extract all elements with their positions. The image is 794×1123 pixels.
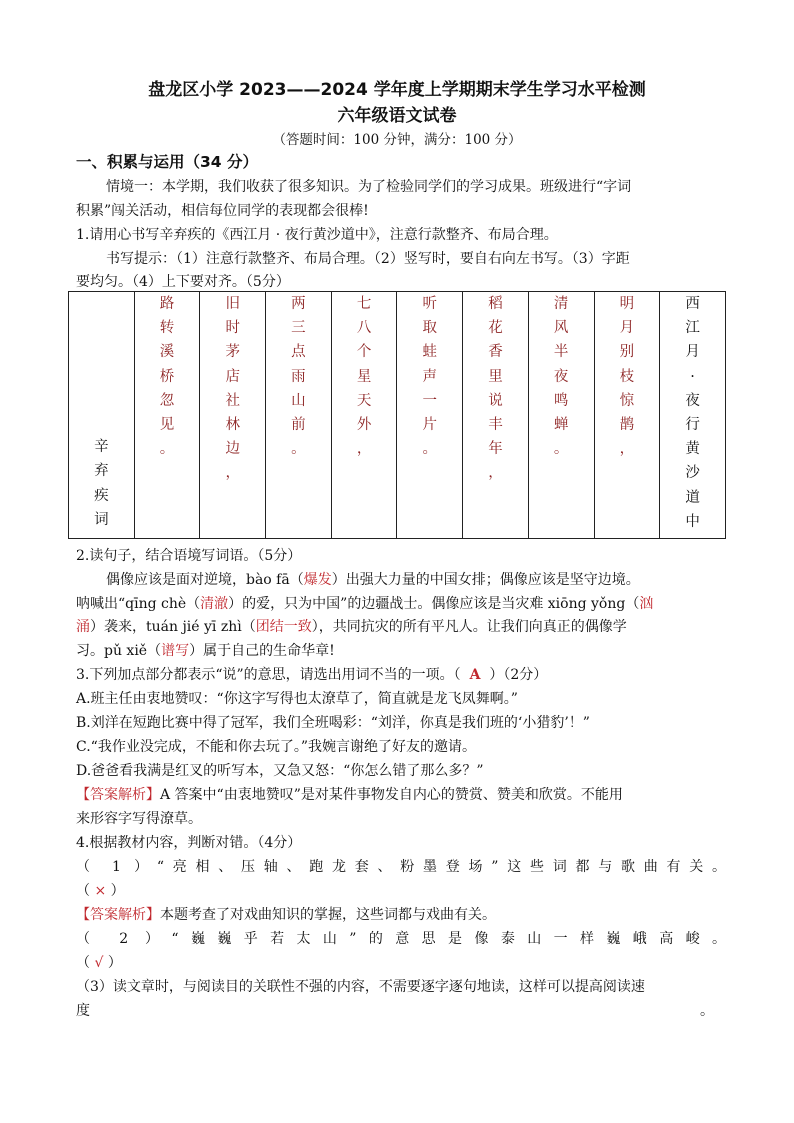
poem-writing-grid bbox=[68, 291, 726, 539]
poem-char: 蛙 bbox=[422, 344, 438, 361]
poem-char: 山 bbox=[291, 392, 306, 409]
poem-char: 星 bbox=[356, 368, 372, 385]
poem-char: 点 bbox=[291, 344, 306, 361]
poem-char: 转 bbox=[159, 320, 175, 337]
poem-char: 月 bbox=[619, 320, 635, 337]
poem-title-column bbox=[660, 292, 726, 539]
answer-word: 爆发 bbox=[303, 572, 332, 588]
poem-char: 边 bbox=[225, 441, 240, 458]
q4-analysis: 【答案解析】本题考查了对戏曲知识的掌握，这些词都与戏曲有关。 bbox=[76, 907, 496, 923]
title-char: 西 bbox=[685, 296, 700, 312]
q3-option-d: D.爸爸看我满是红叉的听写本，又急又怒：“你怎么错了那么多？” bbox=[76, 763, 484, 779]
title-char: 月 bbox=[685, 344, 700, 361]
poem-line-column bbox=[397, 292, 463, 539]
poem-char: 惊 bbox=[619, 392, 635, 409]
q3-stem: 3.下列加点部分都表示“说”的意思，请选出用词不当的一项。（ A ）（2分） bbox=[76, 667, 548, 683]
poem-char: 明 bbox=[619, 296, 635, 312]
poem-line-column bbox=[331, 292, 397, 539]
answer-word: 谱写 bbox=[161, 643, 190, 659]
answer-word: 清澈 bbox=[200, 596, 229, 612]
poem-char: 清 bbox=[553, 296, 569, 312]
poem-char: ， bbox=[225, 465, 240, 482]
title-char: 沙 bbox=[685, 465, 700, 482]
poem-char: 说 bbox=[488, 392, 503, 409]
poem-char: 夜 bbox=[553, 368, 569, 385]
section-intro: 情境一：本学期，我们收获了很多知识。为了检验同学们的学习成果。班级进行“字词 bbox=[106, 179, 632, 195]
poem-char: 个 bbox=[356, 344, 372, 361]
title-char: 道 bbox=[685, 489, 700, 506]
poem-line-column bbox=[134, 292, 200, 539]
poem-char: 香 bbox=[488, 344, 503, 361]
poem-char: 店 bbox=[225, 368, 240, 385]
poem-char: 声 bbox=[422, 368, 438, 385]
answer-word: 汹 bbox=[639, 596, 654, 612]
q3-option-a: A.班主任由衷地赞叹：“你这字写得也太潦草了，简直就是龙飞凤舞啊。” bbox=[76, 691, 518, 707]
poem-char: 七 bbox=[356, 296, 372, 312]
poem-char: 桥 bbox=[159, 368, 175, 385]
q2-line1: 偶像应该是面对逆境，bào fā（爆发）出强大力量的中国女排；偶像应该是坚守边境。 bbox=[106, 572, 640, 588]
title-char: 夜 bbox=[685, 392, 700, 409]
exam-title: 盘龙区小学 2023——2024 学年度上学期期末学生学习水平检测 bbox=[148, 80, 646, 100]
poem-line-column bbox=[200, 292, 266, 539]
q3-answer: A bbox=[469, 667, 481, 683]
poem-char: ， bbox=[488, 465, 503, 482]
poem-char: 忽 bbox=[159, 392, 175, 409]
q2-line2: 呐喊出“qīng chè（清澈）的爱，只为中国”的边疆战士。偶像应该是当灾难 xiōng yǒng（汹 bbox=[76, 596, 654, 612]
q3-analysis: 【答案解析】A 答案中“由衷地赞叹”是对某件事物发自内心的赞赏、赞美和欣赏。不能用 bbox=[76, 787, 623, 803]
poem-char: 。 bbox=[553, 441, 569, 458]
q4-item2: （ 2 ）“巍巍乎若太山”的意思是像泰山一样巍峨高峻。 bbox=[76, 931, 726, 947]
q3-option-c: C.“我作业没完成，不能和你去玩了。”我婉言谢绝了好友的邀请。 bbox=[76, 739, 476, 755]
poem-char: 风 bbox=[553, 320, 569, 337]
analysis-tag: 【答案解析】 bbox=[76, 787, 160, 803]
title-char: 中 bbox=[685, 513, 700, 530]
poem-char: 花 bbox=[488, 320, 503, 337]
poem-char: 。 bbox=[159, 441, 175, 458]
title-char: · bbox=[690, 368, 695, 385]
poem-char: 天 bbox=[356, 392, 372, 409]
q4-item3-cont: 度 。 bbox=[76, 1003, 714, 1019]
q2-line3: 涌）袭来，tuán jié yī zhì（团结一致），共同抗灾的所有平凡人。让我们向真正的偶像学 bbox=[76, 619, 627, 635]
poem-char: 两 bbox=[291, 296, 306, 312]
poem-char: 见 bbox=[159, 417, 175, 434]
poem-char: 鹊 bbox=[619, 417, 635, 434]
title-char: 黄 bbox=[685, 441, 700, 458]
q1-tip-cont: 要均匀。（4）上下要对齐。（5分） bbox=[76, 274, 290, 290]
author-char: 弃 bbox=[94, 463, 109, 480]
q1-tip: 书写提示：（1）注意行款整齐、布局合理。（2）竖写时，要自右向左书写。（3）字距 bbox=[106, 251, 630, 267]
poem-char: 八 bbox=[356, 320, 372, 337]
poem-char: 雨 bbox=[291, 368, 306, 385]
author-char: 疾 bbox=[94, 487, 109, 504]
poem-char: 稻 bbox=[488, 296, 503, 312]
section-heading: 一、积累与运用（34 分） bbox=[76, 153, 258, 171]
poem-char: 溪 bbox=[159, 344, 175, 361]
exam-info: （答题时间：100 分钟，满分：100 分） bbox=[272, 132, 522, 148]
poem-author-column bbox=[69, 292, 135, 539]
title-char: 行 bbox=[685, 417, 700, 434]
poem-char: 半 bbox=[553, 344, 569, 361]
poem-char: 片 bbox=[422, 417, 438, 434]
poem-char: 三 bbox=[291, 320, 306, 337]
author-char: 辛 bbox=[94, 439, 109, 456]
q3-analysis-cont: 来形容字写得潦草。 bbox=[76, 811, 202, 827]
poem-char: 年 bbox=[488, 441, 503, 458]
poem-char: 取 bbox=[422, 320, 438, 337]
poem-char: 鸣 bbox=[553, 392, 569, 409]
q3-option-b: B.刘洋在短跑比赛中得了冠军，我们全班喝彩：“刘洋，你真是我们班的‘小猎豹’！” bbox=[76, 715, 590, 731]
poem-line-column bbox=[266, 292, 332, 539]
q2-line4: 习。pǔ xiě（谱写）属于自己的生命华章! bbox=[76, 643, 335, 659]
analysis-tag: 【答案解析】 bbox=[76, 907, 160, 923]
answer-word: 团结一致 bbox=[255, 619, 312, 635]
answer-word: 涌 bbox=[76, 619, 90, 635]
section-intro-cont: 积累”闯关活动，相信每位同学的表现都会很棒! bbox=[76, 203, 369, 219]
poem-char: 别 bbox=[619, 344, 635, 361]
poem-char: 里 bbox=[488, 368, 503, 385]
q4-item2-answer: （ √ ） bbox=[76, 955, 122, 971]
poem-char: 茅 bbox=[225, 344, 240, 361]
poem-char: 一 bbox=[422, 392, 438, 409]
poem-char: 。 bbox=[291, 441, 306, 458]
author-char: 词 bbox=[94, 511, 109, 528]
q4-stem: 4.根据教材内容，判断对错。（4分） bbox=[76, 835, 302, 851]
poem-char: 枝 bbox=[619, 368, 635, 385]
poem-line-column bbox=[528, 292, 594, 539]
poem-char: 丰 bbox=[488, 417, 503, 434]
q1-stem: 1.请用心书写辛弃疾的《西江月 · 夜行黄沙道中》，注意行款整齐、布局合理。 bbox=[76, 227, 558, 243]
poem-char: 外 bbox=[356, 417, 372, 434]
q4-item3: （3）读文章时，与阅读目的关联性不强的内容，不需要逐字逐句地读，这样可以提高阅读速 bbox=[76, 979, 645, 995]
exam-subtitle: 六年级语文试卷 bbox=[337, 106, 457, 126]
poem-line-column bbox=[594, 292, 660, 539]
poem-char: ， bbox=[356, 441, 372, 458]
wrong-mark-icon: × bbox=[94, 883, 107, 899]
poem-char: 旧 bbox=[225, 296, 240, 312]
check-mark-icon: √ bbox=[94, 955, 104, 971]
q2-stem: 2.读句子，结合语境写词语。（5分） bbox=[76, 548, 302, 564]
poem-char: 。 bbox=[422, 441, 438, 458]
poem-char: ， bbox=[619, 441, 635, 458]
title-char: 江 bbox=[685, 320, 700, 337]
poem-char: 社 bbox=[225, 392, 240, 409]
poem-char: 听 bbox=[422, 296, 438, 312]
poem-char: 林 bbox=[225, 417, 240, 434]
poem-char: 路 bbox=[159, 296, 175, 312]
poem-char: 前 bbox=[291, 417, 306, 434]
poem-char: 蝉 bbox=[553, 417, 569, 434]
q4-item1: （ 1 ）“亮相、压轴、跑龙套、粉墨登场”这些词都与歌曲有关。 bbox=[76, 859, 726, 875]
q4-item1-answer: （ × ） bbox=[76, 883, 125, 899]
poem-line-column bbox=[463, 292, 529, 539]
poem-char: 时 bbox=[225, 320, 240, 337]
